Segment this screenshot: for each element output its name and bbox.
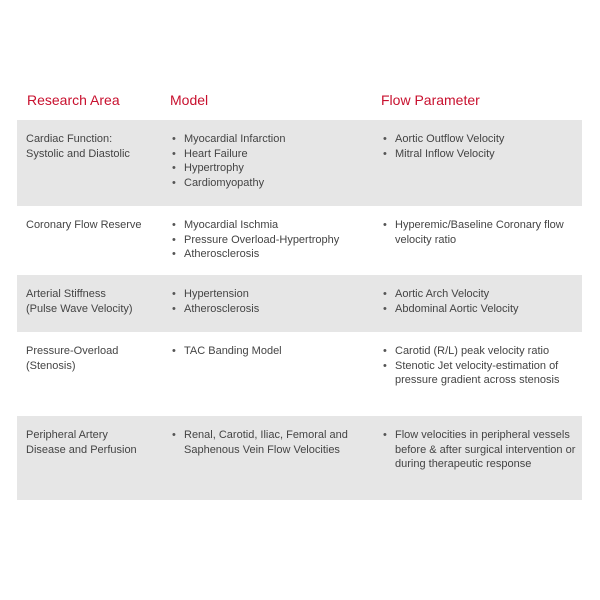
model-list [171, 344, 376, 359]
flow-parameter-list [382, 218, 577, 247]
model-item: • Pressure Overload-Hypertrophy [171, 233, 376, 248]
table-header [17, 86, 582, 120]
research-area-cell: Pressure-Overload (Stenosis) [26, 345, 119, 372]
model-item: • Hypertension [171, 287, 376, 302]
model-item: • Myocardial Infarction [171, 132, 376, 147]
table-row [17, 416, 582, 500]
flow-parameter-item: • Mitral Inflow Velocity [382, 147, 577, 162]
model-list [171, 287, 376, 316]
table-row [17, 332, 582, 416]
table-row [17, 120, 582, 206]
header-flow-parameter: Flow Parameter [381, 92, 480, 108]
research-area-cell: Arterial Stiffness (Pulse Wave Velocity) [26, 288, 133, 315]
research-area-cell: Peripheral Artery Disease and Perfusion [26, 429, 137, 456]
flow-parameter-item: • Aortic Outflow Velocity [382, 132, 577, 147]
research-table [17, 86, 582, 500]
model-item: • Atherosclerosis [171, 302, 376, 317]
model-item: • Atherosclerosis [171, 247, 376, 262]
flow-parameter-item: • Abdominal Aortic Velocity [382, 302, 577, 317]
model-item: • Hypertrophy [171, 161, 376, 176]
flow-parameter-list [382, 287, 577, 316]
model-list [171, 428, 376, 457]
model-item: • Renal, Carotid, Iliac, Femoral and Saphenous Vein Flow Velocities [171, 428, 376, 457]
model-item: • Cardiomyopathy [171, 176, 376, 191]
flow-parameter-item: • Stenotic Jet velocity-estimation of pressure gradient across stenosis [382, 359, 577, 388]
table-row [17, 206, 582, 275]
model-item: • Myocardial Ischmia [171, 218, 376, 233]
model-list [171, 218, 376, 262]
model-item: • TAC Banding Model [171, 344, 376, 359]
flow-parameter-item: • Aortic Arch Velocity [382, 287, 577, 302]
flow-parameter-item: • Hyperemic/Baseline Coronary flow velocity ratio [382, 218, 577, 247]
flow-parameter-list [382, 428, 577, 472]
model-item: • Heart Failure [171, 147, 376, 162]
research-area-cell: Coronary Flow Reserve [26, 219, 142, 231]
flow-parameter-list [382, 344, 577, 388]
research-area-cell: Cardiac Function: Systolic and Diastolic [26, 133, 130, 160]
flow-parameter-item: • Flow velocities in peripheral vessels before & after surgical intervention or during therapeutic response [382, 428, 577, 472]
table-row [17, 275, 582, 332]
flow-parameter-item: • Carotid (R/L) peak velocity ratio [382, 344, 577, 359]
header-model: Model [170, 92, 209, 108]
model-list [171, 132, 376, 190]
flow-parameter-list [382, 132, 577, 161]
header-research-area: Research Area [27, 92, 120, 108]
